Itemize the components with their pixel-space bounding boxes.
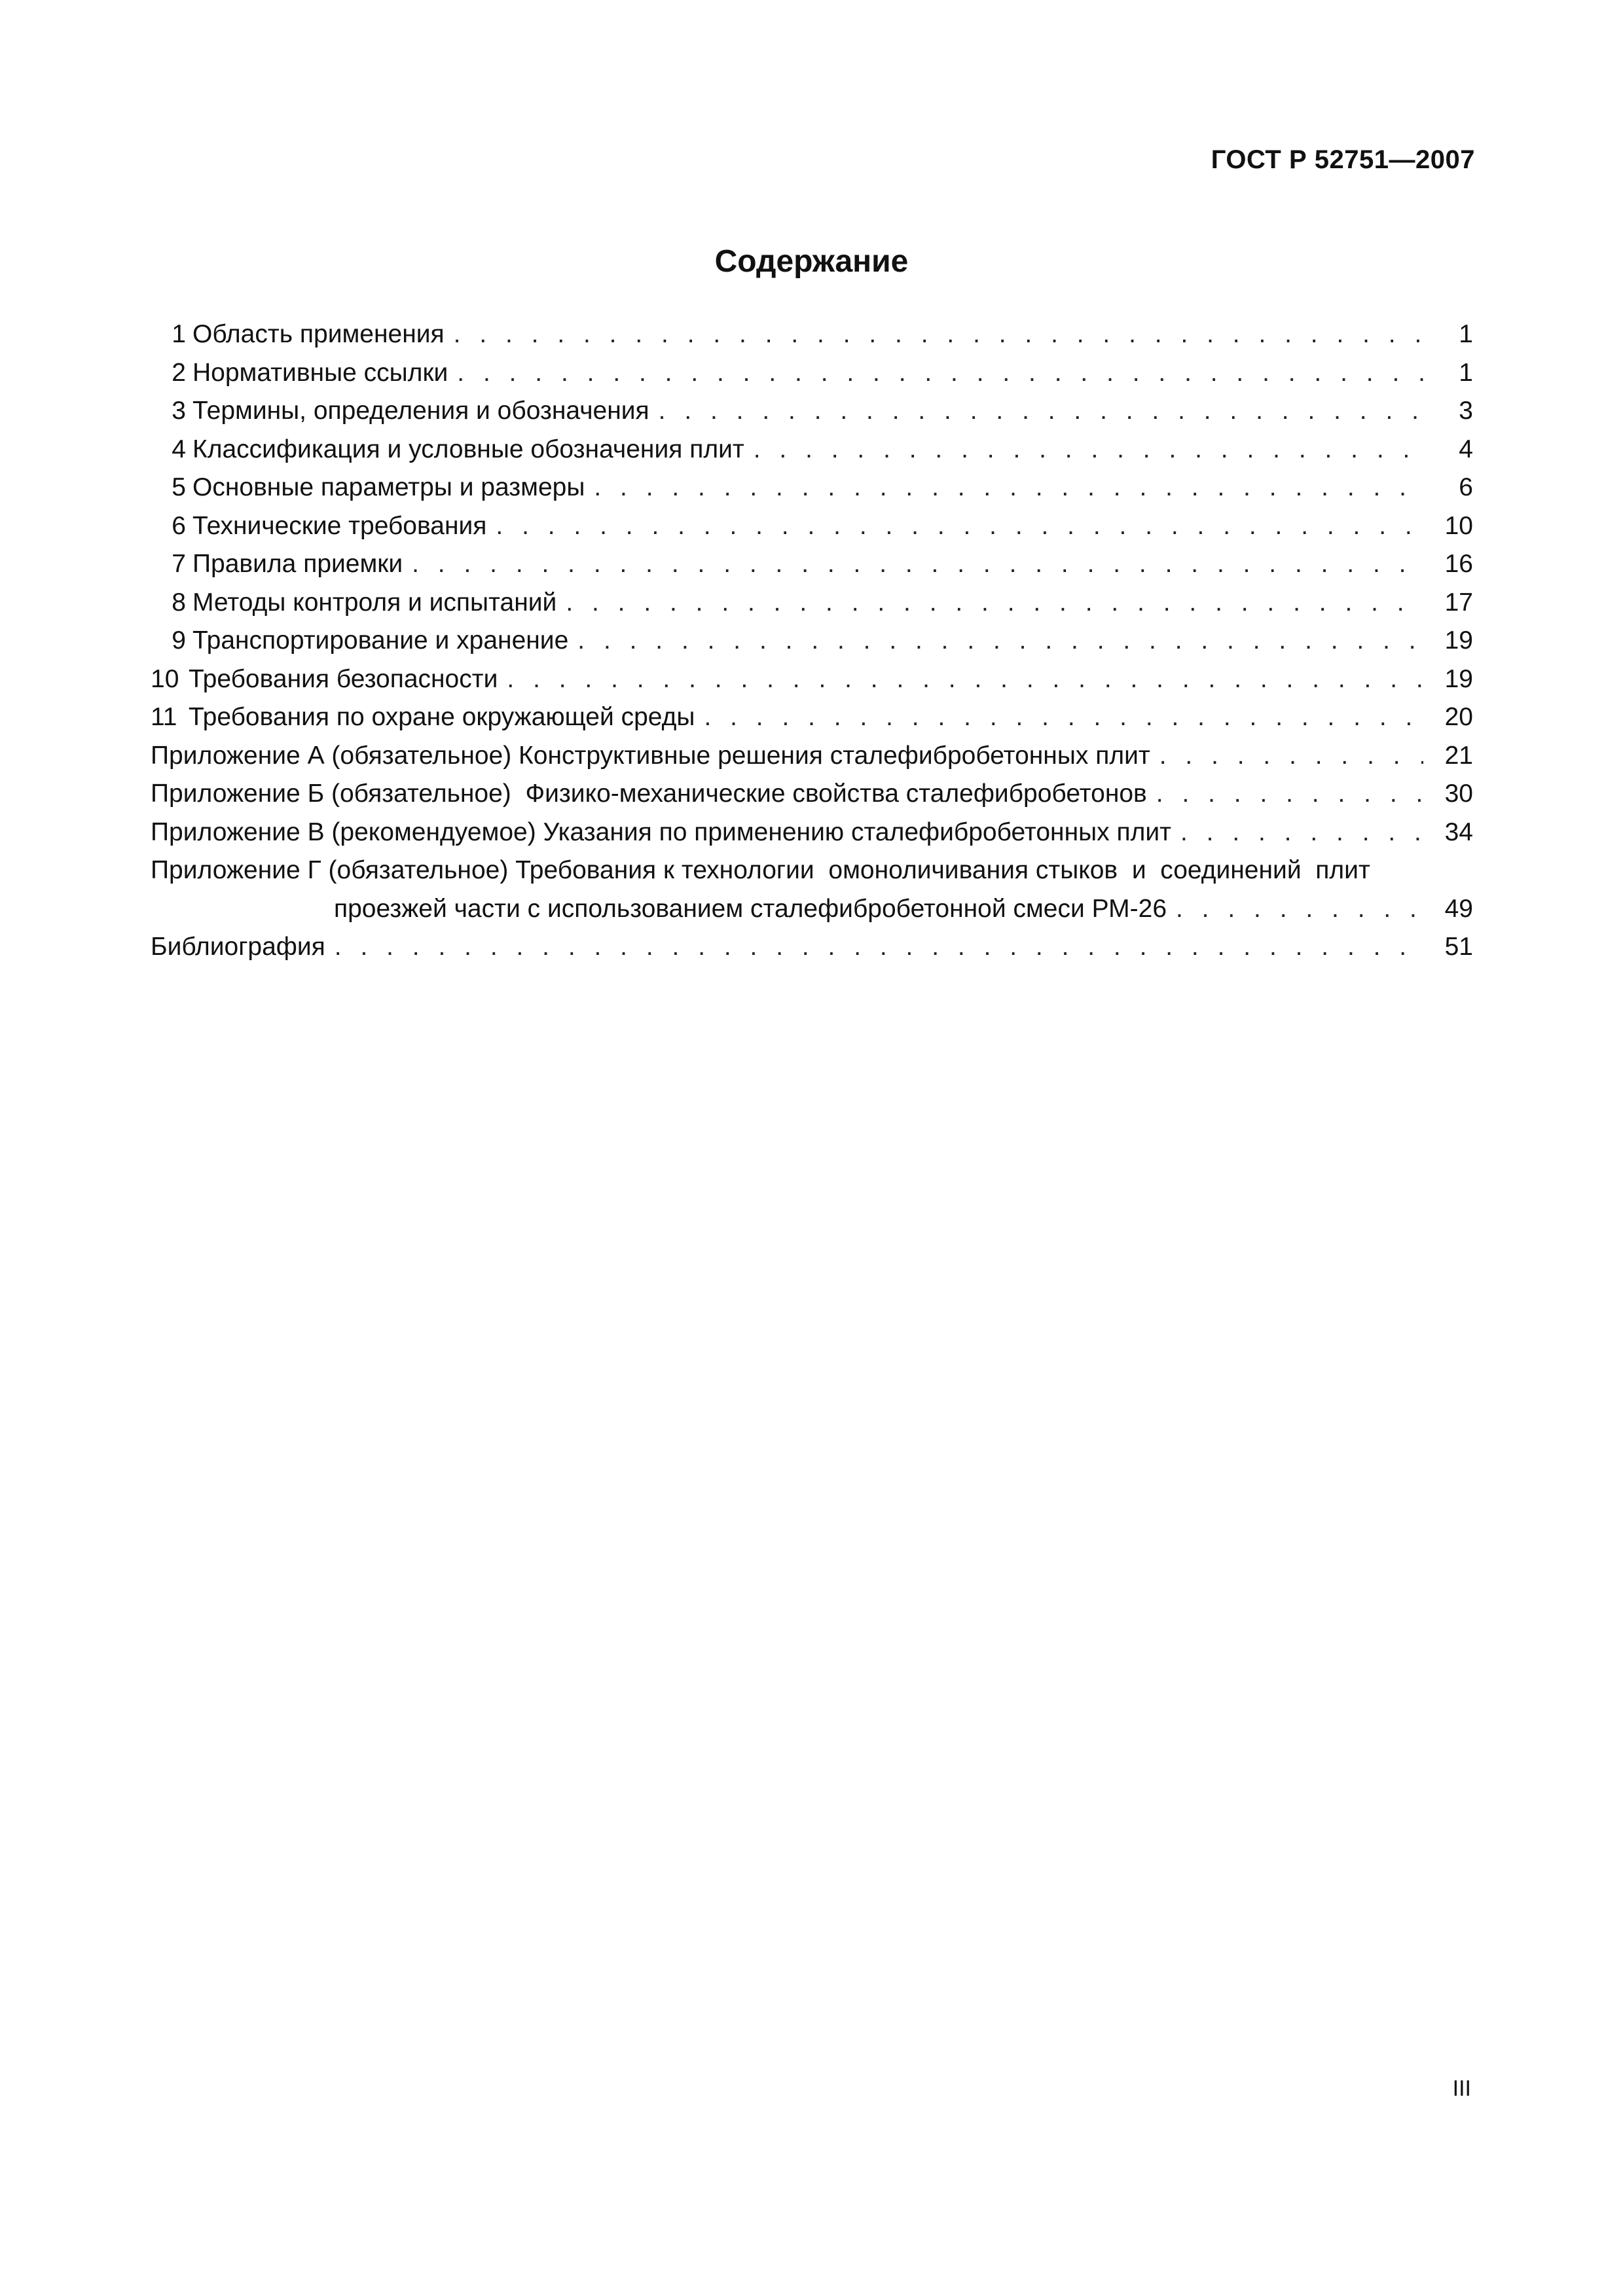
toc-entry[interactable] [151,392,1473,431]
toc-leader-dots [594,469,1423,507]
toc-entry[interactable] [151,431,1473,469]
toc-leader-dots [335,928,1423,967]
toc-entry-number: 5 [172,473,186,501]
toc-entry-page: 19 [1444,664,1473,693]
toc-entry-page: 1 [1459,358,1473,387]
toc-leader-dots [1176,890,1423,929]
page-number: III [1452,2076,1471,2101]
toc-entry-number: 9 [172,626,186,655]
toc-entry[interactable] [151,622,1473,660]
toc-entry-title: Библиография [151,933,325,961]
toc-entry-title: Правила приемки [192,550,403,578]
toc-leader-dots [577,622,1423,660]
toc-entry-title: Требования по охране окружающей среды [189,703,695,731]
toc-entry[interactable] [151,545,1473,584]
toc-entry-title: Приложение А (обязательное) Конструктивные решения сталефибробетонных плит [151,741,1150,770]
toc-entry-page: 1 [1459,320,1473,348]
toc-entry-title: Транспортирование и хранение [192,626,569,655]
toc-leader-dots [1159,737,1423,776]
toc-entry-page: 6 [1459,473,1473,501]
toc-entry[interactable] [151,698,1473,737]
toc-entry-page: 10 [1444,511,1473,540]
toc-entry-page: 3 [1459,397,1473,425]
toc-entry-title: Классификация и условные обозначения плит [192,435,744,463]
document-code: ГОСТ Р 52751—2007 [1211,145,1475,174]
toc-leader-dots [507,660,1423,699]
toc-entry-page: 34 [1444,817,1473,846]
toc-entry-page: 51 [1444,933,1473,961]
toc-entry-number: 6 [172,511,186,540]
toc-entry-title: Нормативные ссылки [192,358,448,387]
toc-entry-appendix-a[interactable] [151,737,1473,776]
toc-entry-page: 16 [1444,550,1473,578]
toc-entry-number: 10 [151,664,179,693]
toc-entry-number: 11 [151,703,177,731]
toc-entry-appendix-v[interactable] [151,814,1473,852]
toc-leader-dots [566,584,1423,622]
toc-entry-title: Приложение Б (обязательное) Физико-механические свойства сталефибробетонов [151,780,1147,808]
toc-entry-number: 8 [172,588,186,617]
toc-entry-page: 19 [1444,626,1473,655]
toc-entry-title: Технические требования [192,511,487,540]
toc-entry-bibliography[interactable] [151,928,1473,967]
toc-leader-dots [1156,775,1423,814]
toc-entry-number: 4 [172,435,186,463]
toc-entry-number: 3 [172,397,186,425]
toc-entry[interactable] [151,354,1473,393]
toc-entry[interactable] [151,507,1473,546]
toc-entry-appendix-b[interactable] [151,775,1473,814]
toc-entry-title: Методы контроля и испытаний [192,588,557,617]
toc-entry-page: 20 [1444,703,1473,731]
toc-entry-page: 17 [1444,588,1473,617]
toc-entry-page: 21 [1444,741,1473,770]
toc-leader-dots [659,392,1423,431]
toc-leader-dots [412,545,1423,584]
table-of-contents [151,315,1473,967]
toc-entry[interactable] [151,660,1473,699]
toc-entry-title: Приложение В (рекомендуемое) Указания по применению сталефибробетонных плит [151,817,1171,846]
toc-entry-number: 2 [172,358,186,387]
page-title: Содержание [714,244,909,279]
toc-entry-number: 7 [172,550,186,578]
toc-entry-page: 4 [1459,435,1473,463]
toc-entry-title: Основные параметры и размеры [192,473,585,501]
toc-entry-number: 1 [172,320,186,348]
toc-leader-dots [1180,814,1423,852]
toc-entry-page: 30 [1444,780,1473,808]
toc-leader-dots [754,431,1423,469]
toc-entry-title: Термины, определения и обозначения [192,397,649,425]
toc-entry-title: Приложение Г (обязательное) Требования к технологии омоноличивания стыков и соединений плит [151,856,1370,884]
toc-entry-appendix-g-continued[interactable] [151,890,1473,929]
toc-leader-dots [454,315,1423,354]
toc-entry-appendix-g[interactable] [151,852,1473,890]
toc-leader-dots [457,354,1423,393]
toc-leader-dots [704,698,1423,737]
toc-entry-title: Область применения [192,320,445,348]
toc-leader-dots [496,507,1423,546]
toc-entry[interactable] [151,584,1473,622]
toc-entry[interactable] [151,469,1473,507]
toc-entry-title: Требования безопасности [189,664,498,693]
toc-entry-page: 49 [1444,894,1473,923]
toc-entry[interactable] [151,315,1473,354]
toc-entry-title: проезжей части с использованием сталефибробетонной смеси РМ-26 [334,894,1167,923]
